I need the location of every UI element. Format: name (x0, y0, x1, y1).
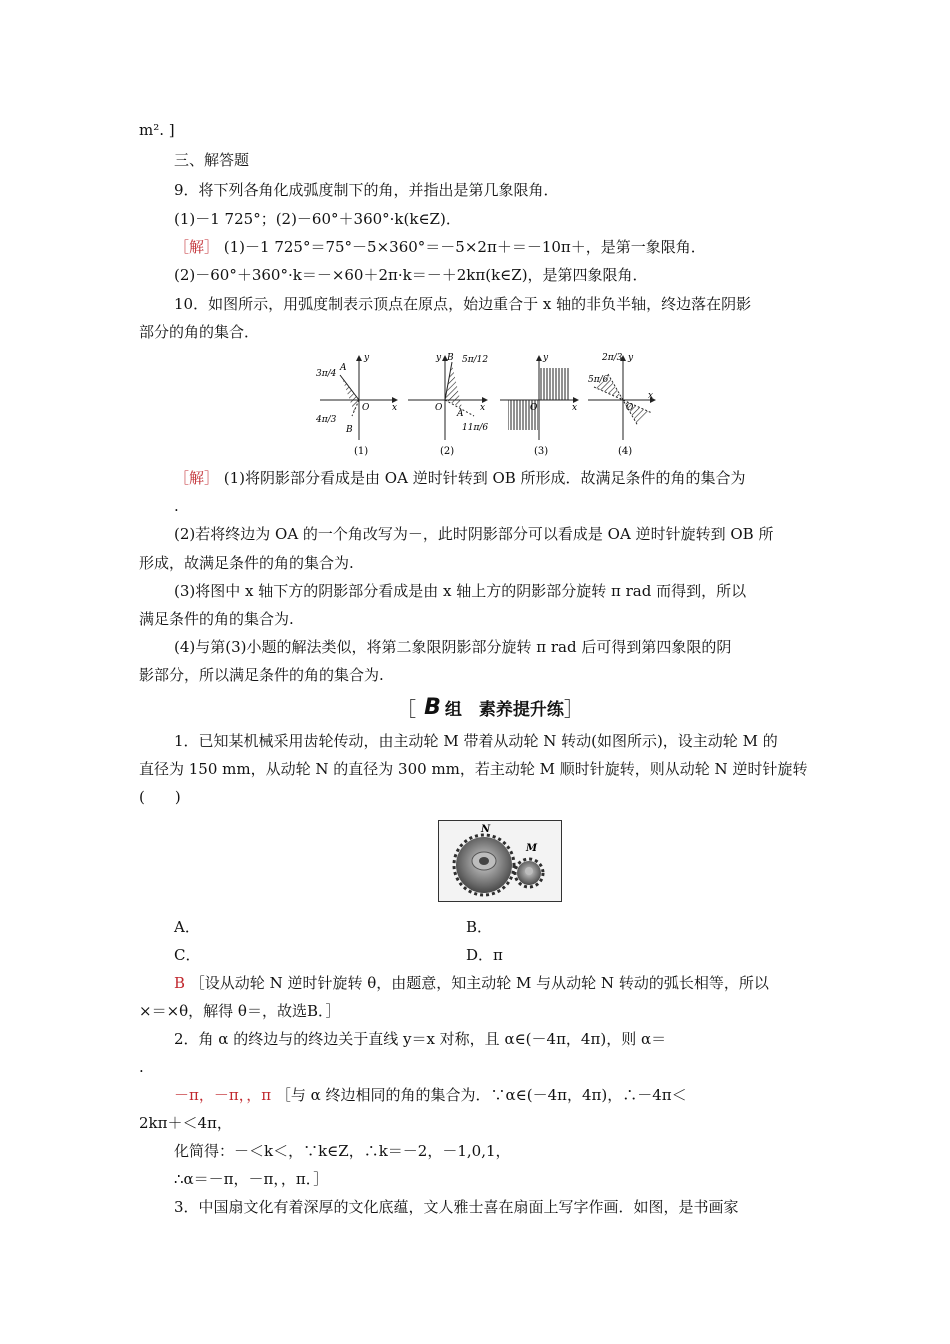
fig1-label-top: 3π/4 (316, 369, 337, 379)
figure-4 (588, 353, 655, 457)
header-group-letter: B (424, 694, 441, 720)
answer-b1: B ［设从动轮 N 逆时针旋转 θ，由题意，知主动轮 M 与从动轮 N 转动的弧长相等，所以 (174, 974, 769, 992)
solution-10-1-end: . (174, 497, 179, 515)
fig3-caption: (3) (534, 446, 549, 457)
answer-b2-result: ∴α＝－π，－π，，π．］ (174, 1170, 329, 1188)
solution-10-3: (3)将图中 x 轴下方的阴影部分看成是由 x 轴上方的阴影部分旋转 π rad 而得到，所以 (174, 582, 747, 600)
option-d: D．π (466, 946, 503, 964)
fig1-label-bottom: 4π/3 (316, 415, 337, 425)
angle-figures (312, 350, 657, 460)
header-right-bracket: ］ (563, 696, 584, 721)
answer-b2: －π，－π，，π ［与 α 终边相同的角的集合为．∵α∈(－4π，4π)，∴－4π＜ (174, 1086, 687, 1104)
fig1-point-a: A (340, 363, 347, 373)
fig4-caption: (4) (618, 446, 633, 457)
gear-label-m: M (526, 843, 538, 854)
solution-10-2-cont: 形成，故满足条件的角的集合为. (139, 554, 354, 572)
fig1-y-label: y (364, 353, 370, 363)
fig4-y-label: y (628, 353, 634, 363)
fig1-origin: O (362, 403, 370, 413)
fig3-x-label: x (572, 403, 578, 413)
question-b1-cont: 直径为 150 mm，从动轮 N 的直径为 300 mm，若主动轮 M 顺时针旋转，则从动轮 N 逆时针旋转 (139, 760, 808, 778)
question-9-parts: (1)－1 725°；(2)－60°＋360°·k(k∈Z)． (174, 210, 461, 228)
figure-1 (315, 353, 397, 457)
solution-10-4-cont: 影部分，所以满足条件的角的集合为. (139, 666, 384, 684)
question-10-cont: 部分的角的集合． (139, 323, 260, 341)
solution-10-4: (4)与第(3)小题的解法类似，将第二象限阴影部分旋转 π rad 后可得到第四象限的阴 (174, 638, 732, 656)
solution-tag: ［解］ (174, 469, 220, 487)
fig4-x-label: x (648, 391, 654, 401)
answer-letter: B (174, 974, 186, 992)
header-left-bracket: ［ (396, 696, 417, 721)
gear-icon (439, 821, 561, 901)
question-b3: 3．中国扇文化有着深厚的文化底蕴，文人雅士喜在扇面上写字作画．如图，是书画家 (174, 1198, 739, 1216)
answer-b2-simplify: 化简得：－＜k＜，∵k∈Z，∴k＝－2，－1,0,1， (174, 1142, 511, 1160)
question-b2: 2．角 α 的终边与的终边关于直线 y＝x 对称，且 α∈(－4π，4π)，则 α＝ (174, 1030, 667, 1048)
fig1-point-b: B (346, 425, 353, 435)
fig4-origin: O (626, 403, 634, 413)
solution-9-2: (2)－60°＋360°·k＝－×60＋2π·k＝－＋2kπ(k∈Z)，是第四象限角． (174, 266, 648, 284)
question-b2-blank: . (139, 1058, 144, 1076)
solution-tag: ［解］ (174, 238, 220, 256)
option-b: B． (466, 918, 493, 936)
header-title: 组 素养提升练 (444, 699, 564, 720)
solution-10-1: ［解］ (1)将阴影部分看成是由 OA 逆时针转到 OB 所形成．故满足条件的角的集合为 (174, 469, 746, 487)
fig3-y-label: y (543, 353, 549, 363)
question-9: 9．将下列各角化成弧度制下的角，并指出是第几象限角． (174, 181, 559, 199)
line-0: m². ] (139, 121, 175, 139)
gear-image (438, 820, 562, 902)
fig2-label-bottom: 11π/6 (462, 423, 489, 433)
fig2-y-label: y (436, 353, 442, 363)
answer-b1-cont: ×＝×θ，解得 θ＝，故选B．］ (139, 1002, 341, 1020)
figure-3 (500, 353, 578, 457)
fig2-caption: (2) (440, 446, 455, 457)
section-header-b (392, 694, 588, 720)
solution-10-3-cont: 满足条件的角的集合为. (139, 610, 294, 628)
solution-9-1: ［解］ (1)－1 725°＝75°－5×360°＝－5×2π＋＝－10π＋，是第一象限角． (174, 238, 706, 256)
fig2-origin: O (435, 403, 443, 413)
fig2-label-top: 5π/12 (462, 355, 489, 365)
option-c: C． (174, 946, 201, 964)
fig4-label-left: 5π/6 (588, 375, 609, 385)
question-b1-blank: ( ) (139, 788, 181, 806)
fig2-point-b: B (447, 353, 454, 363)
question-10: 10．如图所示，用弧度制表示顶点在原点，始边重合于 x 轴的非负半轴，终边落在阴影 (174, 295, 752, 313)
fig4-label-top: 2π/3 (602, 353, 623, 363)
fig3-origin: O (530, 403, 538, 413)
answer-b2-cont: 2kπ＋＜4π， (139, 1114, 232, 1132)
option-a: A． (174, 918, 200, 936)
figure-2 (408, 353, 488, 457)
question-b1: 1．已知某机械采用齿轮传动，由主动轮 M 带着从动轮 N 转动(如图所示)，设主动轮 M 的 (174, 732, 778, 750)
fig1-caption: (1) (354, 446, 369, 457)
solution-10-2: (2)若将终边为 OA 的一个角改写为－，此时阴影部分可以看成是 OA 逆时针旋转到 OB 所 (174, 525, 774, 543)
fig1-x-label: x (392, 403, 398, 413)
fig2-point-a: A (457, 409, 464, 419)
fig2-x-label: x (480, 403, 486, 413)
section-title-answers: 三、解答题 (174, 151, 250, 169)
answer-values: －π，－π，，π (174, 1086, 272, 1104)
gear-label-n: N (481, 824, 491, 835)
